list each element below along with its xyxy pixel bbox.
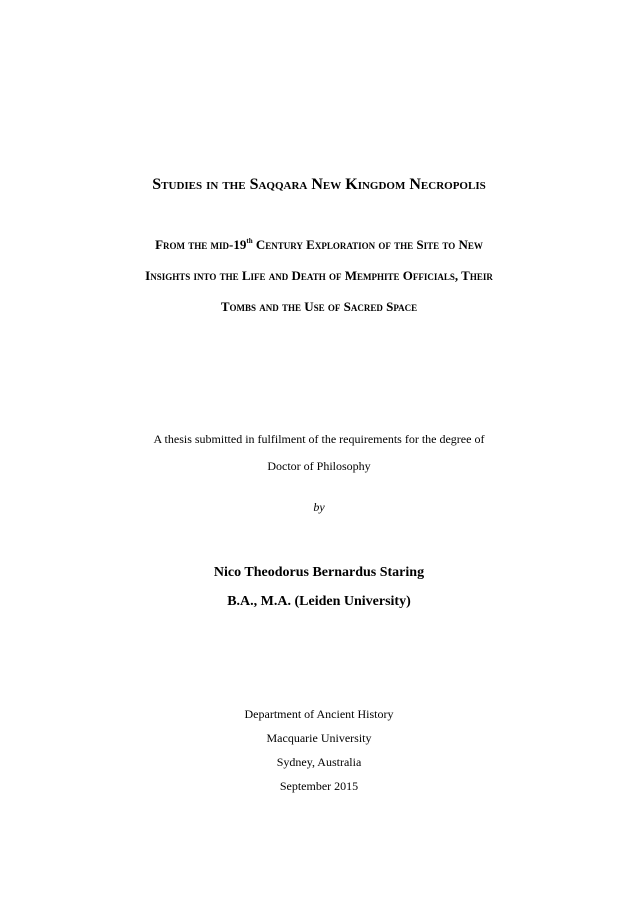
subtitle-line-1-start: From the mid-19 (155, 237, 247, 252)
thesis-subtitle-line-2: Insights into the Life and Death of Memphite Officials, Their (145, 268, 493, 283)
thesis-subtitle-line-3: Tombs and the Use of Sacred Space (220, 299, 418, 314)
university: Macquarie University (266, 731, 372, 745)
location: Sydney, Australia (276, 755, 362, 769)
author-degrees: B.A., M.A. (Leiden University) (227, 594, 411, 609)
ordinal-superscript: th (246, 237, 253, 245)
subtitle-line-1-end: Century Exploration of the Site to New (252, 237, 483, 252)
degree-name: Doctor of Philosophy (267, 459, 371, 473)
by-line: by (313, 500, 325, 514)
requirement-statement: A thesis submitted in fulfilment of the requirements for the degree of (153, 432, 485, 446)
thesis-title: Studies in the Saqqara New Kingdom Necropolis (152, 176, 486, 193)
author-name: Nico Theodorus Bernardus Staring (213, 565, 425, 580)
department: Department of Ancient History (244, 707, 394, 721)
thesis-subtitle-line-1 (0, 237, 638, 253)
submission-date: September 2015 (279, 779, 359, 793)
